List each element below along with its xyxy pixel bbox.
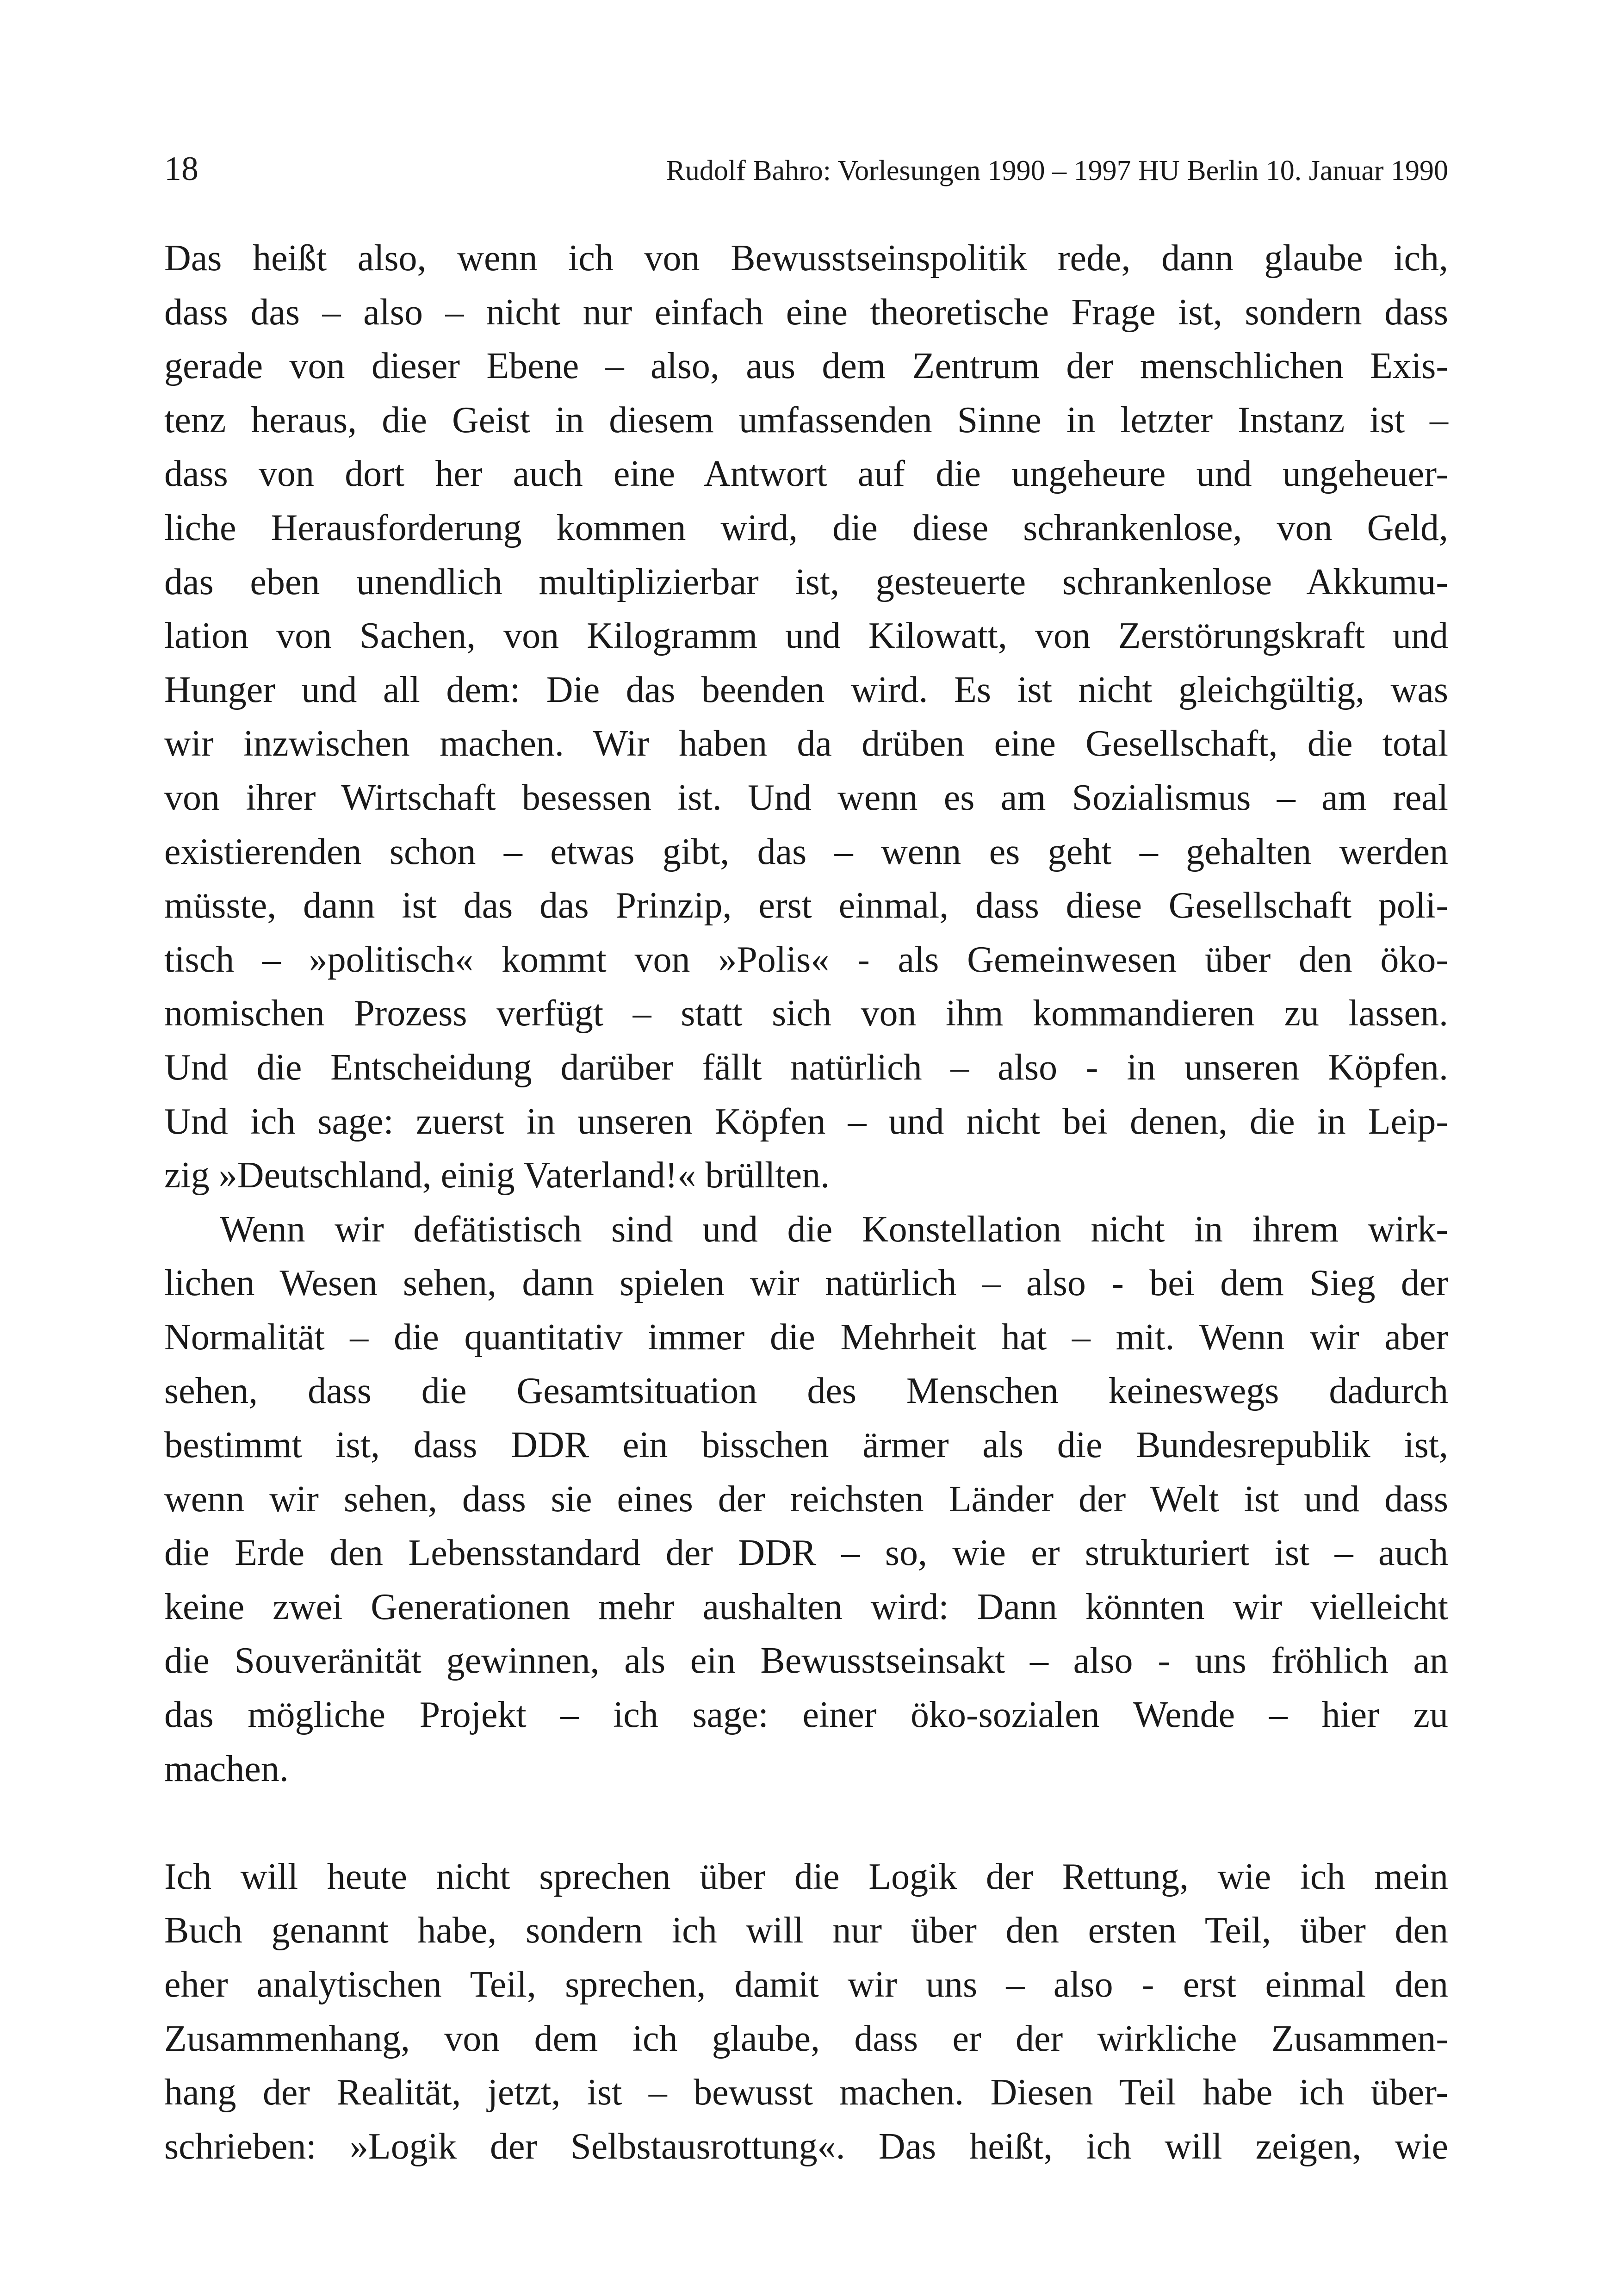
text-line: müsste, dann ist das das Prinzip, erst einmal, dass diese Gesellschaft poli- xyxy=(164,885,1448,926)
text-line: Ich will heute nicht sprechen über die Logik der Rettung, wie ich mein xyxy=(164,1856,1448,1897)
text-line: schrieben: »Logik der Selbstausrottung«. Das heißt, ich will zeigen, wie xyxy=(164,2126,1448,2167)
text-line: das mögliche Projekt – ich sage: einer öko-sozialen Wende – hier zu xyxy=(164,1694,1448,1736)
text-line: Das heißt also, wenn ich von Bewusstseinspolitik rede, dann glaube ich, xyxy=(164,238,1448,279)
paragraph-gap xyxy=(164,1796,1448,1850)
text-line: tenz heraus, die Geist in diesem umfassenden Sinne in letzter Instanz ist – xyxy=(164,399,1448,441)
text-line: Und ich sage: zuerst in unseren Köpfen – und nicht bei denen, die in Leip- xyxy=(164,1101,1448,1142)
text-line: die Erde den Lebensstandard der DDR – so, wie er strukturiert ist – auch xyxy=(164,1533,1448,1574)
text-line: wenn wir sehen, dass sie eines der reichsten Länder der Welt ist und dass xyxy=(164,1478,1448,1520)
body-text xyxy=(164,231,1448,2173)
text-line: Und die Entscheidung darüber fällt natürlich – also - in unseren Köpfen. xyxy=(164,1047,1448,1088)
text-line: gerade von dieser Ebene – also, aus dem Zentrum der menschlichen Exis- xyxy=(164,346,1448,387)
text-line: existierenden schon – etwas gibt, das – wenn es geht – gehalten werden xyxy=(164,831,1448,872)
paragraph-3 xyxy=(164,1850,1448,2174)
text-line: liche Herausforderung kommen wird, die diese schrankenlose, von Geld, xyxy=(164,507,1448,548)
text-line: dass das – also – nicht nur einfach eine theoretische Frage ist, sondern dass xyxy=(164,292,1448,333)
page-number: 18 xyxy=(164,150,198,188)
text-line: Normalität – die quantitativ immer die Mehrheit hat – mit. Wenn wir aber xyxy=(164,1316,1448,1358)
text-line: tisch – »politisch« kommt von »Polis« - als Gemeinwesen über den öko- xyxy=(164,939,1448,980)
text-line: das eben unendlich multiplizierbar ist, gesteuerte schrankenlose Akkumu- xyxy=(164,561,1448,602)
text-line: machen. xyxy=(164,1748,289,1789)
text-line: Wenn wir defätistisch sind und die Konstellation nicht in ihrem wirk- xyxy=(220,1209,1448,1250)
text-line: eher analytischen Teil, sprechen, damit wir uns – also - erst einmal den xyxy=(164,1964,1448,2005)
text-line: lation von Sachen, von Kilogramm und Kilowatt, von Zerstörungskraft und xyxy=(164,615,1448,657)
text-line: Hunger und all dem: Die das beenden wird. Es ist nicht gleichgültig, was xyxy=(164,669,1448,710)
paragraph-2 xyxy=(164,1203,1448,1796)
text-line: die Souveränität gewinnen, als ein Bewusstseinsakt – also - uns fröhlich an xyxy=(164,1640,1448,1682)
running-title: Rudolf Bahro: Vorlesungen 1990 – 1997 HU Berlin 10. Januar 1990 xyxy=(666,155,1448,186)
text-line: wir inzwischen machen. Wir haben da drüben eine Gesellschaft, die total xyxy=(164,723,1448,764)
text-line: zig »Deutschland, einig Vaterland!« brüllten. xyxy=(164,1155,830,1196)
text-line: Buch genannt habe, sondern ich will nur über den ersten Teil, über den xyxy=(164,1910,1448,1951)
page-header xyxy=(164,148,1448,190)
text-line: sehen, dass die Gesamtsituation des Menschen keineswegs dadurch xyxy=(164,1371,1448,1412)
text-line: hang der Realität, jetzt, ist – bewusst machen. Diesen Teil habe ich über- xyxy=(164,2072,1448,2113)
text-line: lichen Wesen sehen, dann spielen wir natürlich – also - bei dem Sieg der xyxy=(164,1263,1448,1304)
text-line: nomischen Prozess verfügt – statt sich von ihm kommandieren zu lassen. xyxy=(164,993,1448,1034)
text-line: dass von dort her auch eine Antwort auf die ungeheure und ungeheuer- xyxy=(164,453,1448,495)
text-line: keine zwei Generationen mehr aushalten wird: Dann könnten wir vielleicht xyxy=(164,1586,1448,1627)
paragraph-1 xyxy=(164,231,1448,1203)
text-line: von ihrer Wirtschaft besessen ist. Und wenn es am Sozialismus – am real xyxy=(164,777,1448,818)
text-line: bestimmt ist, dass DDR ein bisschen ärmer als die Bundesrepublik ist, xyxy=(164,1425,1448,1466)
text-line: Zusammenhang, von dem ich glaube, dass er der wirkliche Zusammen- xyxy=(164,2018,1448,2059)
